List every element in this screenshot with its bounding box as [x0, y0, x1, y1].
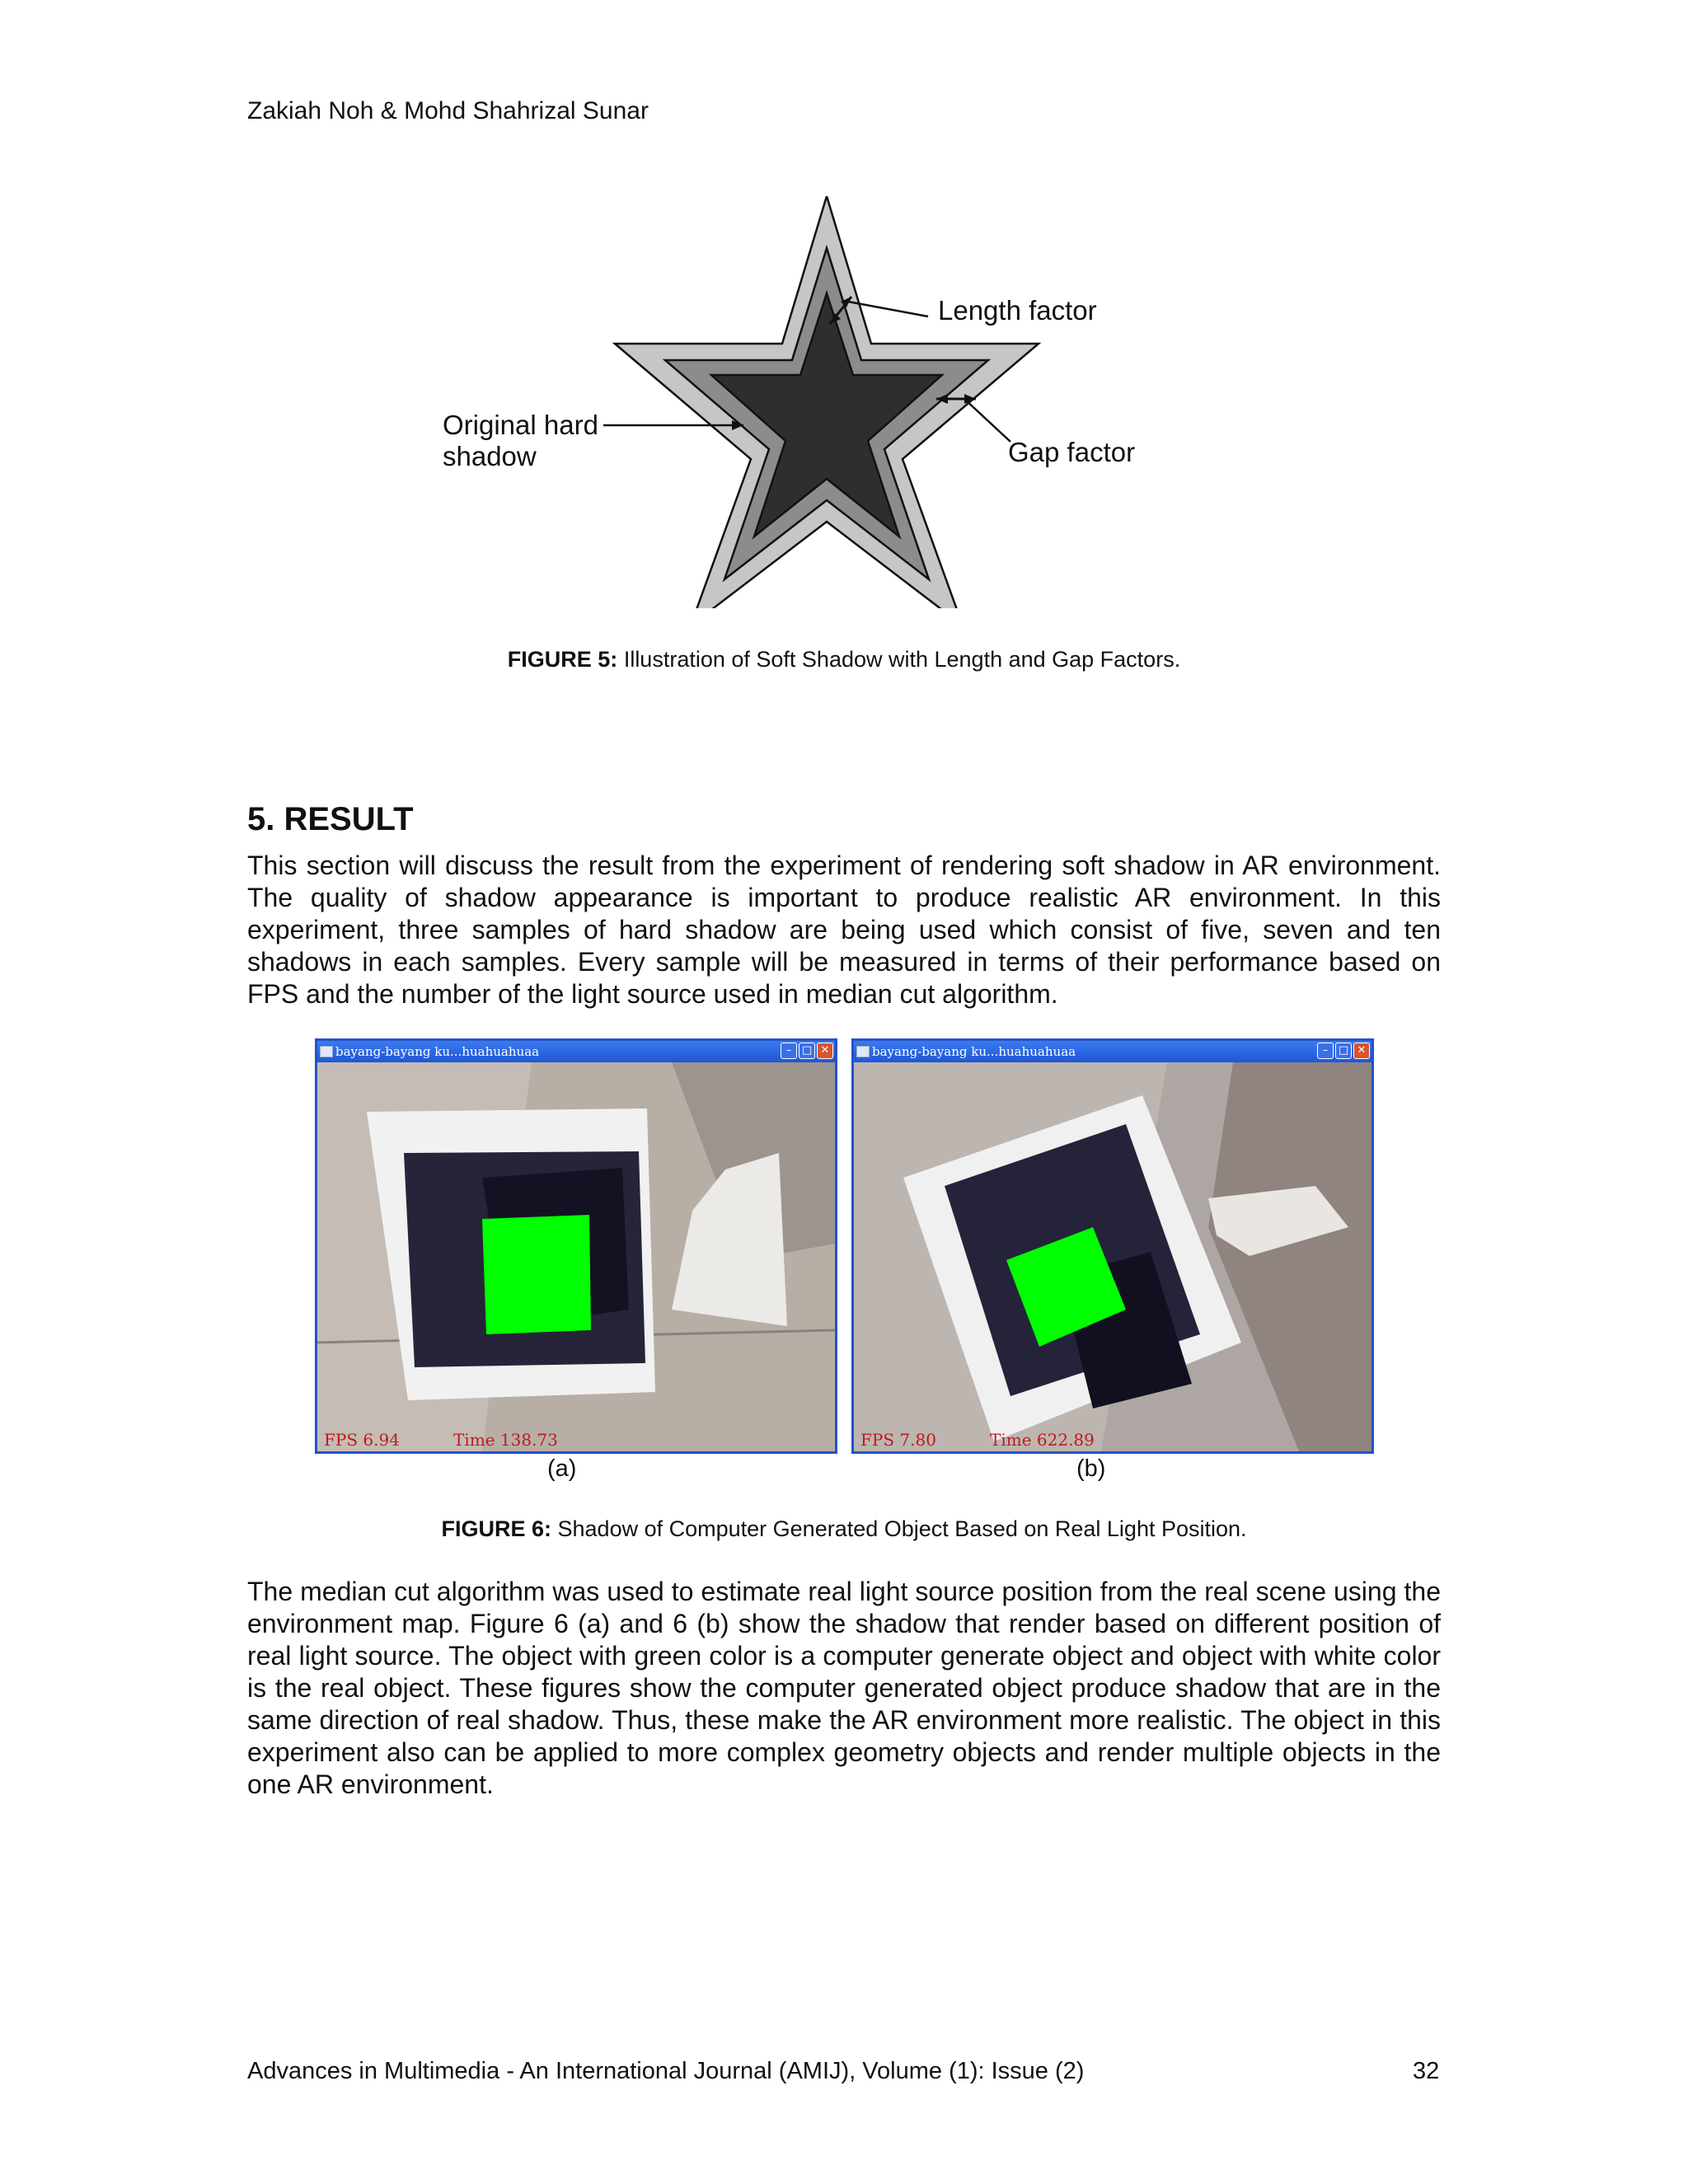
- page-number: 32: [1413, 2058, 1440, 2084]
- length-factor-label: Length factor: [938, 295, 1097, 326]
- running-head-authors: Zakiah Noh & Mohd Shahrizal Sunar: [247, 97, 649, 124]
- scene-a-image: [317, 1062, 835, 1451]
- journal-footer: Advances in Multimedia - An International Journal (AMIJ), Volume (1): Issue (2): [247, 2058, 1085, 2084]
- figure-5-star-diagram: [429, 196, 1203, 608]
- window-titlebar-a: [317, 1041, 835, 1062]
- figure-5-caption-text: Illustration of Soft Shadow with Length and Gap Factors.: [623, 647, 1181, 672]
- close-button[interactable]: ✕: [1353, 1043, 1370, 1059]
- figure-6-caption-text: Shadow of Computer Generated Object Based on Real Light Position.: [557, 1516, 1247, 1541]
- subfigure-label-a: (a): [547, 1455, 577, 1482]
- maximize-button[interactable]: □: [1335, 1043, 1352, 1059]
- fps-readout-b: FPS 7.80: [860, 1430, 936, 1450]
- figure-5-caption-label: FIGURE 5:: [507, 647, 618, 672]
- figure-6-caption-label: FIGURE 6:: [441, 1516, 551, 1541]
- scene-b-image: [854, 1062, 1372, 1451]
- ar-window-b: [851, 1038, 1374, 1454]
- window-titlebar-b: [854, 1041, 1372, 1062]
- app-icon: [856, 1046, 870, 1057]
- figure-5-caption: [0, 647, 1688, 673]
- fps-readout-a: FPS 6.94: [324, 1430, 400, 1450]
- original-hard-shadow-label-line2: shadow: [443, 441, 537, 471]
- figure-6-caption: [0, 1516, 1688, 1542]
- discussion-paragraph: The median cut algorithm was used to estimate real light source position from the real scene using the environment map. Figure 6 (a) and 6 (b) show the shadow that render based on different position of real light source. The object with green color is a computer generate object and object with white color is the real object. These figures show the computer generated object produce shadow that are in the same direction of real shadow. Thus, these make the AR environment more realistic. The object in this experiment also can be applied to more complex geometry objects and render multiple objects in the one AR environment.: [247, 1577, 1441, 1799]
- time-readout-a: Time 138.73: [453, 1430, 558, 1450]
- time-readout-b: Time 622.89: [990, 1430, 1095, 1450]
- maximize-button[interactable]: □: [799, 1043, 815, 1059]
- gap-factor-label: Gap factor: [1008, 437, 1136, 467]
- result-paragraph: This section will discuss the result from the experiment of rendering soft shadow in AR environment. The quality of shadow appearance is important to produce realistic AR environment. In this experiment, three samples of hard shadow are being used which consist of five, seven and ten shadows in each samples. Every sample will be measured in terms of their performance based on FPS and the number of the light source used in median cut algorithm.: [247, 851, 1441, 1009]
- camera-view-b: [854, 1062, 1372, 1451]
- window-title-a: bayang-bayang ku...huahuahuaa: [335, 1044, 540, 1059]
- app-icon: [320, 1046, 333, 1057]
- section-heading-result: 5. RESULT: [247, 801, 414, 837]
- window-title-b: bayang-bayang ku...huahuahuaa: [872, 1044, 1076, 1059]
- close-button[interactable]: ✕: [817, 1043, 833, 1059]
- original-hard-shadow-label-line1: Original hard: [443, 410, 598, 440]
- camera-view-a: [317, 1062, 835, 1451]
- minimize-button[interactable]: –: [781, 1043, 797, 1059]
- subfigure-label-b: (b): [1076, 1455, 1106, 1482]
- ar-window-a: [315, 1038, 837, 1454]
- minimize-button[interactable]: –: [1317, 1043, 1334, 1059]
